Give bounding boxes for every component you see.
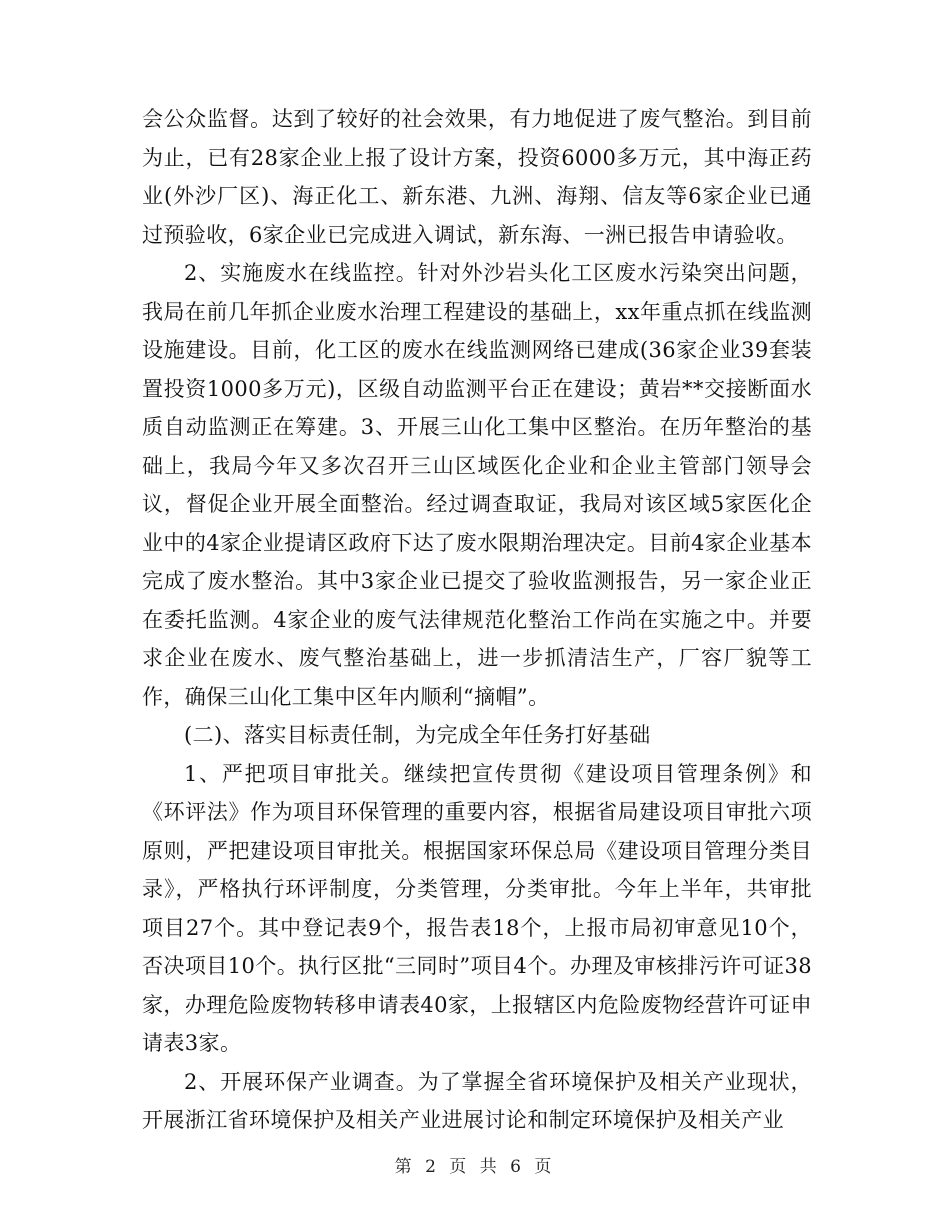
paragraph: 2、开展环保产业调查。为了掌握全省环境保护及相关产业现状，开展浙江省环境保护及相关产业进展讨论和制定环境保护及相关产业 bbox=[142, 1069, 812, 1132]
paragraph: 2、实施废水在线监控。针对外沙岩头化工区废水污染突出问题，我局在前几年抓企业废水治理工程建设的基础上，xx年重点抓在线监测设施建设。目前，化工区的废水在线监测网络已建成(36家企业39套装置投资1000多万元)，区级自动监测平台正在建设；黄岩**交接断面水质自动监测正在筹建。3、开展三山化工集中区整治。在历年整治的基础上，我局今年又多次召开三山区域医化企业和企业主管部门领导会议，督促企业开展全面整治。经过调查取证，我局对该区域5家医化企业中的4家企业提请区政府下达了废水限期治理决定。目前4家企业基本完成了废水整治。其中3家企业已提交了验收监测报告，另一家企业正在委托监测。4家企业的废气法律规范化整治工作尚在实施之中。并要求企业在废水、废气整治基础上，进一步抓清洁生产，厂容厂貌等工作，确保三山化工集中区年内顺利“摘帽”。 bbox=[142, 261, 812, 709]
paragraph: 1、严把项目审批关。继续把宣传贯彻《建设项目管理条例》和《环评法》作为项目环保管理的重要内容，根据省局建设项目审批六项原则，严把建设项目审批关。根据国家环保总局《建设项目管理分类目录》，严格执行环评制度，分类管理，分类审批。今年上半年，共审批项目27个。其中登记表9个，报告表18个，上报市局初审意见10个，否决项目10个。执行区批“三同时”项目4个。办理及审核排污许可证38家，办理危险废物转移申请表40家，上报辖区内危险废物经营许可证申请表3家。 bbox=[142, 761, 812, 1055]
section-heading: (二)、落实目标责任制，为完成全年任务打好基础 bbox=[184, 723, 651, 747]
document-body bbox=[142, 100, 812, 1140]
page-number-footer: 第 2 页 共 6 页 bbox=[394, 1157, 556, 1177]
paragraph: 会公众监督。达到了较好的社会效果，有力地促进了废气整治。到目前为止，已有28家企业上报了设计方案，投资6000多万元，其中海正药业(外沙厂区)、海正化工、新东港、九洲、海翔、信友等6家企业已通过预验收，6家企业已完成进入调试，新东海、一洲已报告申请验收。 bbox=[142, 107, 812, 247]
